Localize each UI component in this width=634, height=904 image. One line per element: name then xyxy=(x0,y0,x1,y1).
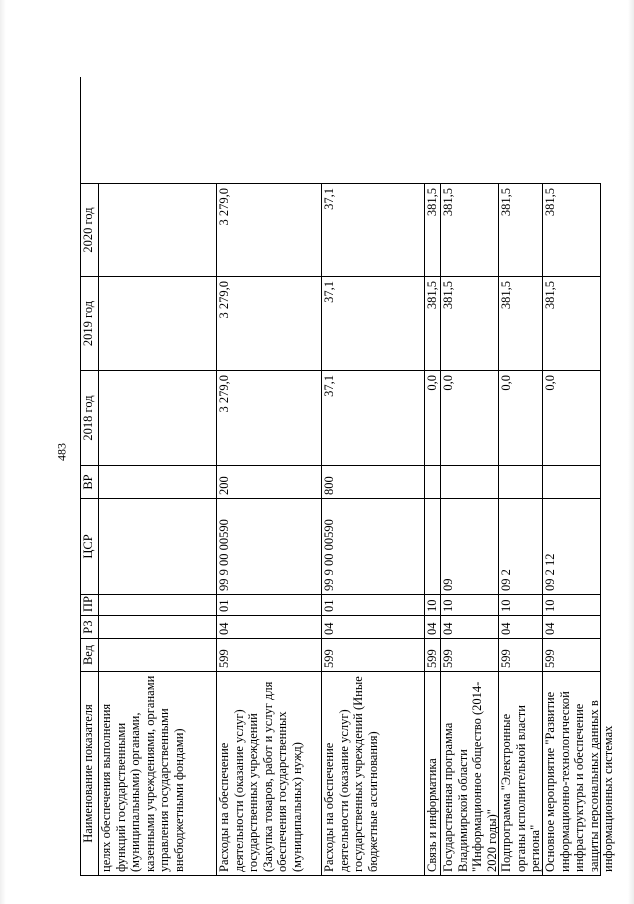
cell-2019: 381,5 xyxy=(499,276,543,370)
budget-table xyxy=(80,77,616,876)
cell-2018 xyxy=(99,370,217,465)
header-2020: 2020 год xyxy=(81,183,99,276)
cell-ved: 599 xyxy=(217,638,322,671)
cell-2020: 381,5 xyxy=(425,183,441,276)
cell-csr: 09 2 xyxy=(499,498,543,594)
cell-rz: 04 xyxy=(425,615,441,638)
cell-2019: 381,5 xyxy=(543,276,601,370)
cell-name: Основное мероприятие "Развитие информационно-технологической инфраструктуры и обеспечение защиты персональных данных в информационных системах xyxy=(543,671,601,875)
header-name: Наименование показателя xyxy=(81,671,99,875)
cell-pr: 10 xyxy=(441,594,499,615)
cell-2020: 381,5 xyxy=(543,183,601,276)
cell-2020 xyxy=(99,183,217,276)
cell-2018: 3 279,0 xyxy=(217,370,322,465)
cell-ved xyxy=(99,638,217,671)
cell-ved: 599 xyxy=(499,638,543,671)
cell-name: Государственная программа Владимирской области "Информационное общество (2014-2020 годы)" xyxy=(441,671,499,875)
cell-vr xyxy=(543,465,601,498)
cell-2020: 37,1 xyxy=(322,183,425,276)
header-vr: ВР xyxy=(81,465,99,498)
cell-2018: 37,1 xyxy=(322,370,425,465)
cell-csr xyxy=(99,498,217,594)
cell-2018: 0,0 xyxy=(441,370,499,465)
cell-2020: 381,5 xyxy=(441,183,499,276)
cell-csr: 09 xyxy=(441,498,499,594)
cell-rz: 04 xyxy=(499,615,543,638)
page-number: 483 xyxy=(54,443,69,461)
cell-csr xyxy=(425,498,441,594)
cell-csr: 09 2 12 xyxy=(543,498,601,594)
cell-pr: 01 xyxy=(322,594,425,615)
cell-2020: 3 279,0 xyxy=(217,183,322,276)
cell-rz: 04 xyxy=(217,615,322,638)
header-2019: 2019 год xyxy=(81,276,99,370)
cell-2019: 37,1 xyxy=(322,276,425,370)
cell-2019 xyxy=(99,276,217,370)
cell-2018: 0,0 xyxy=(499,370,543,465)
cell-ved: 599 xyxy=(441,638,499,671)
header-csr: ЦСР xyxy=(81,498,99,594)
cell-pr xyxy=(99,594,217,615)
cell-rz: 04 xyxy=(543,615,601,638)
cell-pr: 10 xyxy=(499,594,543,615)
cell-vr: 200 xyxy=(217,465,322,498)
header-2018: 2018 год xyxy=(81,370,99,465)
cell-name: целях обеспечения выполнения функций государственными (муниципальными) органами, казенными учреждениями, органами управления государственными внебюджетными фондами) xyxy=(99,671,217,875)
cell-csr: 99 9 00 00590 xyxy=(217,498,322,594)
header-rz: РЗ xyxy=(81,615,99,638)
cell-2019: 3 279,0 xyxy=(217,276,322,370)
header-ved: Вед xyxy=(81,638,99,671)
cell-pr: 10 xyxy=(543,594,601,615)
cell-2019: 381,5 xyxy=(441,276,499,370)
cell-pr: 10 xyxy=(425,594,441,615)
cell-ved: 599 xyxy=(322,638,425,671)
cell-rz: 04 xyxy=(322,615,425,638)
cell-name: Расходы на обеспечение деятельности (оказание услуг) государственных учреждений (Закупка товаров, работ и услуг для обеспечения государственных (муниципальных) нужд) xyxy=(217,671,322,875)
table-wrapper xyxy=(80,78,616,876)
cell-vr xyxy=(425,465,441,498)
cell-name: Расходы на обеспечение деятельности (оказание услуг) государственных учреждений (Иные бюджетные ассигнования) xyxy=(322,671,425,875)
header-pr: ПР xyxy=(81,594,99,615)
cell-ved: 599 xyxy=(425,638,441,671)
cell-rz: 04 xyxy=(441,615,499,638)
cell-2019: 381,5 xyxy=(425,276,441,370)
cell-name: Связь и информатика xyxy=(425,671,441,875)
cell-2020: 381,5 xyxy=(499,183,543,276)
cell-2018: 0,0 xyxy=(543,370,601,465)
cell-vr: 800 xyxy=(322,465,425,498)
cell-pr: 01 xyxy=(217,594,322,615)
cell-ved: 599 xyxy=(543,638,601,671)
cell-vr xyxy=(441,465,499,498)
cell-rz xyxy=(99,615,217,638)
cell-vr xyxy=(499,465,543,498)
cell-name: Подпрограмма "Электронные органы исполнительной власти региона" xyxy=(499,671,543,875)
cell-2018: 0,0 xyxy=(425,370,441,465)
cell-csr: 99 9 00 00590 xyxy=(322,498,425,594)
cell-vr xyxy=(99,465,217,498)
